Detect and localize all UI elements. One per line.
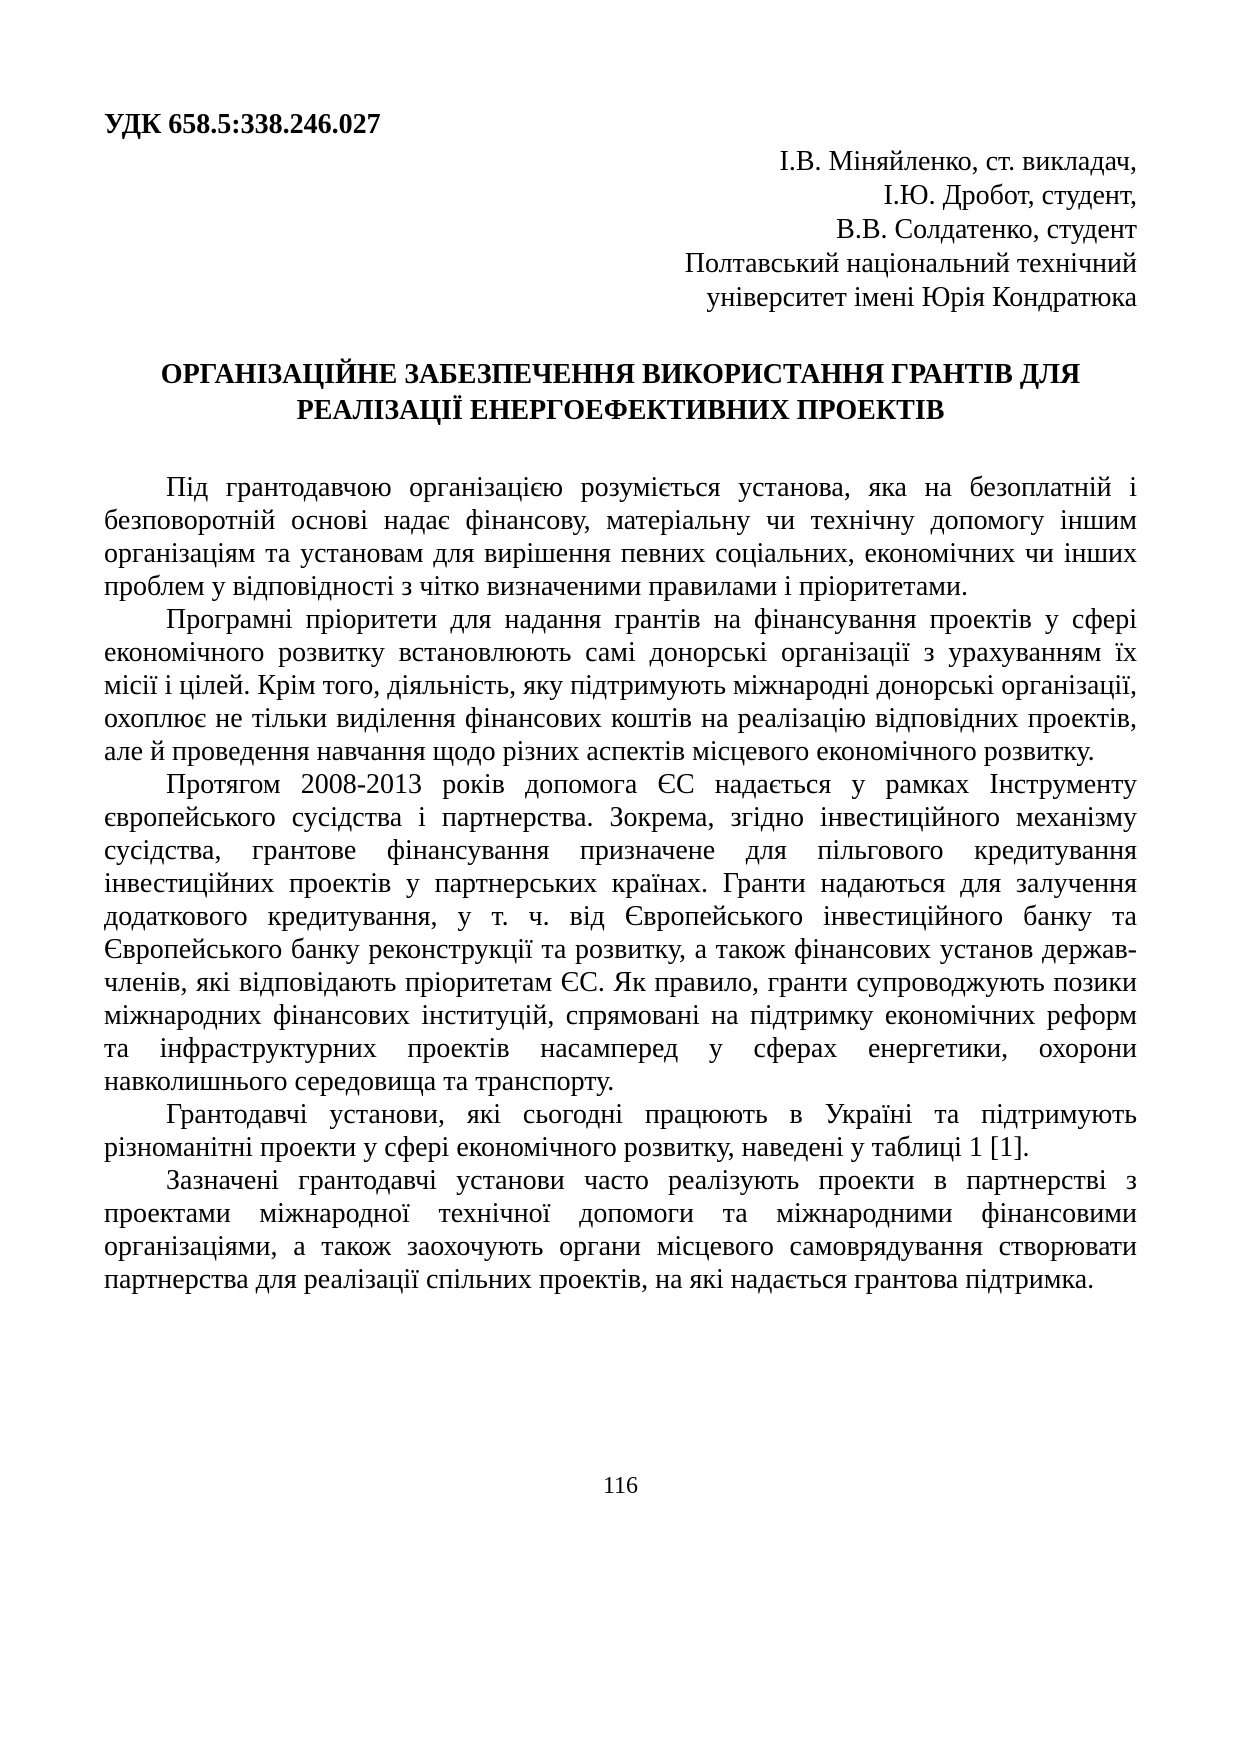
author-line: університет імені Юрія Кондратюка <box>706 282 1137 313</box>
article-title: ОРГАНІЗАЦІЙНЕ ЗАБЕЗПЕЧЕННЯ ВИКОРИСТАННЯ ГРАНТІВ ДЛЯ РЕАЛІЗАЦІЇ ЕНЕРГОЕФЕКТИВНИХ ПРОЕКТІВ <box>160 359 1081 426</box>
author-line: І.В. Міняйленко, ст. викладач, <box>779 146 1137 177</box>
author-block <box>104 145 1137 315</box>
page-number: 116 <box>602 1473 639 1499</box>
udc-code: УДК 658.5:338.246.027 <box>104 109 381 140</box>
body-paragraph: Грантодавчі установи, які сьогодні працюють в Україні та підтримують різноманітні проекти у сфері економічного розвитку, наведені у таблиці 1 [1]. <box>104 1099 1137 1163</box>
body-paragraph: Під грантодавчою організацією розуміється установа, яка на безоплатній і безповоротній основі надає фінансову, матеріальну чи технічну допомогу іншим організаціям та установам для вирішення певних соціальних, економічних чи інших проблем у відповідності з чітко визначеними правилами і пріоритетами. <box>104 472 1137 602</box>
body-paragraph: Протягом 2008-2013 років допомога ЄС надається у рамках Інструменту європейського сусідства і партнерства. Зокрема, згідно інвестиційного механізму сусідства, грантове фінансування призначене для пільгового кредитування інвестиційних проектів у партнерських країнах. Гранти надаються для залучення додаткового кредитування, у т. ч. від Європейського інвестиційного банку та Європейського банку реконструкції та розвитку, а також фінансових установ держав-членів, які відповідають пріоритетам ЄС. Як правило, гранти супроводжують позики міжнародних фінансових інституцій, спрямовані на підтримку економічних реформ та інфраструктурних проектів насамперед у сферах енергетики, охорони навколишнього середовища та транспорту. <box>104 769 1137 1097</box>
body-paragraph: Зазначені грантодавчі установи часто реалізують проекти в партнерстві з проектами міжнародної технічної допомоги та міжнародними фінансовими організаціями, а також заохочують органи місцевого самоврядування створювати партнерства для реалізації спільних проектів, на які надається грантова підтримка. <box>104 1165 1137 1295</box>
author-line: І.Ю. Дробот, студент, <box>883 180 1137 211</box>
author-line: В.В. Солдатенко, студент <box>836 214 1137 245</box>
article-body <box>104 471 1137 1296</box>
body-paragraph: Програмні пріоритети для надання грантів на фінансування проектів у сфері економічного розвитку встановлюють самі донорські організації з урахуванням їх місії і цілей. Крім того, діяльність, яку підтримують міжнародні донорські організації, охоплює не тільки виділення фінансових коштів на реалізацію відповідних проектів, але й проведення навчання щодо різних аспектів місцевого економічного розвитку. <box>104 604 1137 767</box>
author-line: Полтавський національний технічний <box>684 248 1137 279</box>
